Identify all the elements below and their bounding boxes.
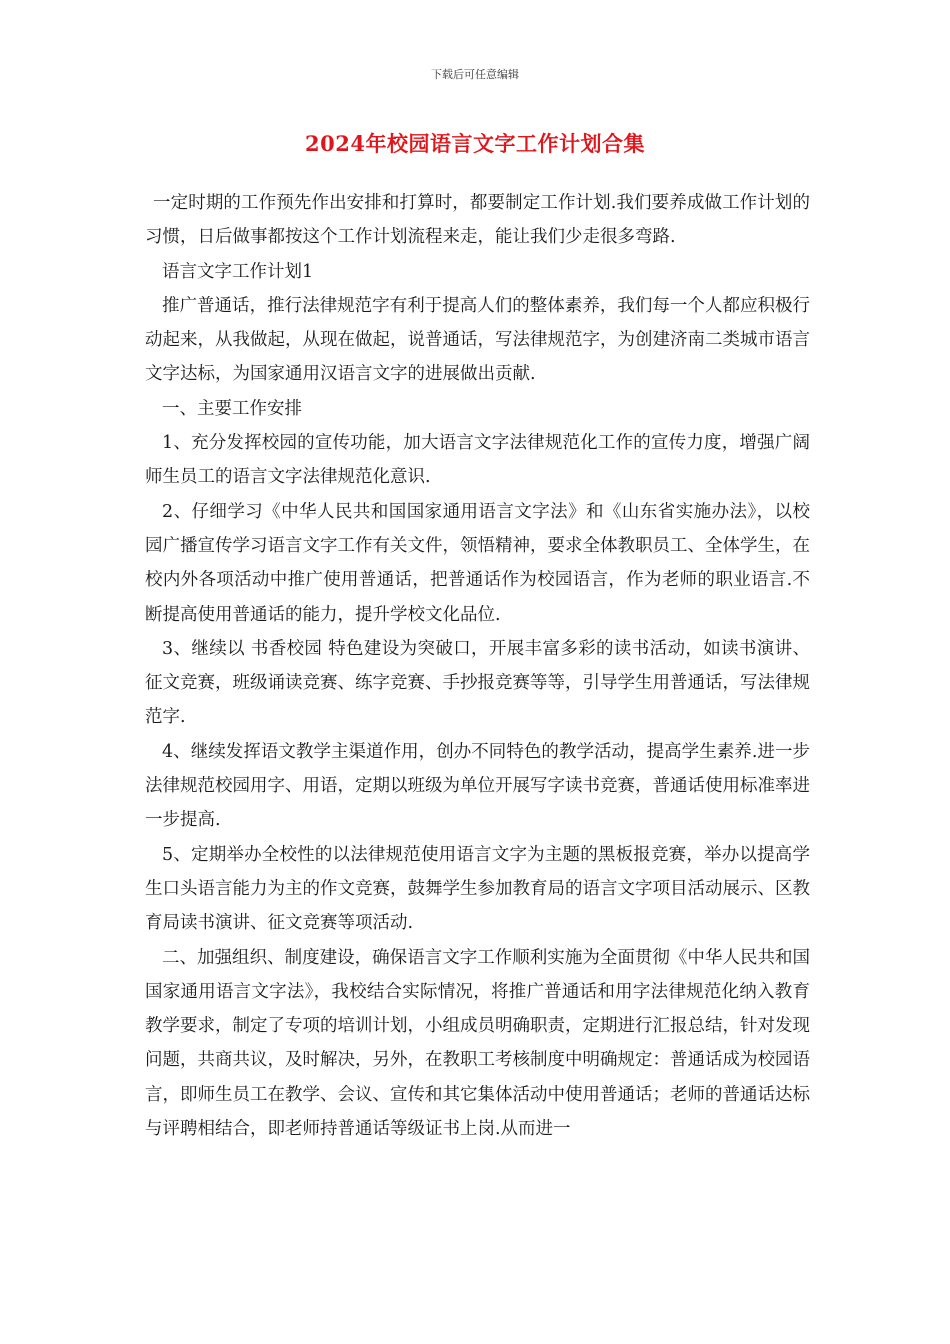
body-paragraph: 二、加强组织、制度建设，确保语言文字工作顺利实施为全面贯彻《中华人民共和国国家通用语言文字法》，我校结合实际情况，将推广普通话和用字法律规范化纳入教育教学要求，制定了专项的培训计划，小组成员明确职责，定期进行汇报总结，针对发现问题，共商共议，及时解决，另外，在教职工考核制度中明确规定：普通话成为校园语言，即师生员工在教学、会议、宣传和其它集体活动中使用普通话；老师的普通话达标与评聘相结合，即老师持普通话等级证书上岗.从而进一 xyxy=(145,947,810,1140)
section-heading: 语言文字工作计划1 xyxy=(162,261,314,282)
list-item: 5、定期举办全校性的以法律规范使用语言文字为主题的黑板报竞赛，举办以提高学生口头语言能力为主的作文竞赛，鼓舞学生参加教育局的语言文字项目活动展示、区教育局读书演讲、征文竞赛等项活动. xyxy=(145,844,810,934)
list-item: 3、继续以 书香校园 特色建设为突破口，开展丰富多彩的读书活动，如读书演讲、征文竞赛，班级诵读竞赛、练字竞赛、手抄报竞赛等等，引导学生用普通话，写法律规范字. xyxy=(145,638,810,728)
list-item: 2、仔细学习《中华人民共和国国家通用语言文字法》和《山东省实施办法》，以校园广播宣传学习语言文字工作有关文件，领悟精神，要求全体教职员工、全体学生，在校内外各项活动中推广使用普通话，把普通话作为校园语言，作为老师的职业语言.不断提高使用普通话的能力，提升学校文化品位. xyxy=(145,501,810,625)
body-paragraph: 推广普通话，推行法律规范字有利于提高人们的整体素养，我们每一个人都应积极行动起来，从我做起，从现在做起，说普通话，写法律规范字，为创建济南二类城市语言文字达标，为国家通用汉语言文字的进展做出贡献. xyxy=(145,295,810,385)
intro-paragraph: 一定时期的工作预先作出安排和打算时，都要制定工作计划.我们要养成做工作计划的习惯，日后做事都按这个工作计划流程来走，能让我们少走很多弯路. xyxy=(145,193,810,248)
list-item: 1、充分发挥校园的宣传功能，加大语言文字法律规范化工作的宣传力度，增强广阔师生员工的语言文字法律规范化意识. xyxy=(145,433,810,488)
document-title: 2024年校园语言文字工作计划合集 xyxy=(305,131,645,156)
header-note: 下载后可任意编辑 xyxy=(431,68,519,81)
document-body xyxy=(145,186,810,1146)
section-heading: 一、主要工作安排 xyxy=(162,398,302,419)
list-item: 4、继续发挥语文教学主渠道作用，创办不同特色的教学活动，提高学生素养.进一步法律规范校园用字、用语，定期以班级为单位开展写字读书竞赛，普通话使用标准率进一步提高. xyxy=(145,741,810,831)
